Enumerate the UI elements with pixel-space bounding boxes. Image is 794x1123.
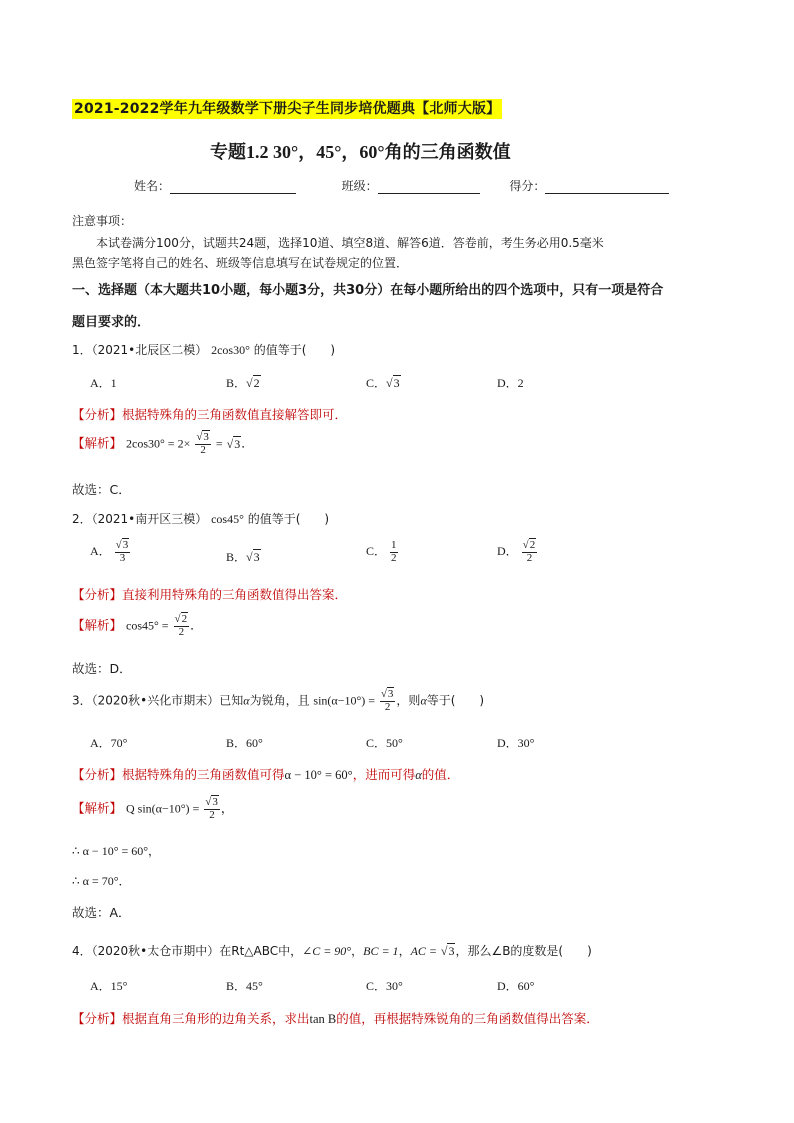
angle-c-expr: ∠C = 90° xyxy=(302,944,352,958)
student-info-fields xyxy=(134,177,669,194)
q4-analysis xyxy=(72,1009,599,1027)
q3-answer: 故选：A． xyxy=(72,905,131,920)
radical-sign: √ xyxy=(196,431,203,443)
analysis-text: 直接利用特殊角的三角函数值得出答案． xyxy=(122,587,348,602)
class-label: 班级： xyxy=(341,179,378,193)
period: ． xyxy=(190,618,203,633)
solution-label: 【解析】 xyxy=(72,435,123,451)
score-label: 得分： xyxy=(509,179,546,193)
analysis-text-2: 的值，再根据特殊锐角的三角函数值得出答案． xyxy=(336,1011,599,1026)
q3-analysis xyxy=(72,765,459,783)
analysis-label: 【分析】 xyxy=(72,767,123,782)
question-2-expr: cos45° xyxy=(211,512,244,526)
analysis-expr: tan B xyxy=(309,1012,337,1026)
fraction-sqrt3-over-2 xyxy=(204,797,220,821)
question-1-stem xyxy=(72,341,335,358)
alpha-symbol: α xyxy=(420,693,427,708)
analysis-label: 【分析】 xyxy=(72,1011,123,1026)
analysis-text-3: 的值． xyxy=(421,767,460,782)
q4-option-b: B．45° xyxy=(226,979,263,993)
fraction-sqrt2-over-2 xyxy=(522,540,538,564)
q1-option-a: A．1 xyxy=(90,376,117,390)
denominator: 2 xyxy=(209,808,215,821)
section-heading-line-1: 一、选择题（本大题共10小题，每小题3分，共30分）在每小题所给出的四个选项中，只有一项是符合 xyxy=(72,283,664,298)
question-3-expr: sin(α−10°) = xyxy=(313,693,376,708)
score-blank xyxy=(545,179,669,194)
fraction-sqrt3-over-2 xyxy=(380,689,396,713)
denominator: 2 xyxy=(178,625,185,638)
bc-expr: BC = 1 xyxy=(363,944,399,958)
denominator: 2 xyxy=(391,551,397,564)
notice-line-1: 本试卷满分100分，试题共24题，选择10道、填空8道、解答6道．答卷前，考生务必用0.5毫米 xyxy=(96,236,604,250)
q1-option-b-letter: B． xyxy=(226,376,247,390)
radicand: 3 xyxy=(234,436,241,451)
radical-sign: √ xyxy=(246,550,253,564)
q3-step-1: ∴ α − 10° = 60°， xyxy=(72,844,161,858)
radicand: 3 xyxy=(448,944,455,958)
q2-solution xyxy=(72,614,203,638)
fraction-sqrt3-over-3 xyxy=(115,540,131,564)
numerator: 1 xyxy=(391,539,397,551)
q3-option-a: A．70° xyxy=(90,736,128,750)
radical-sign: √ xyxy=(380,688,387,700)
class-blank xyxy=(378,179,480,194)
q2-option-c-letter: C． xyxy=(366,543,387,558)
question-4-suffix: ，那么∠B的度数是( ) xyxy=(455,944,592,958)
q2-option-a xyxy=(90,540,131,564)
question-3-stem xyxy=(72,689,484,713)
alpha-symbol: α xyxy=(415,768,422,782)
q1-option-b xyxy=(226,374,261,391)
comma: ， xyxy=(351,944,364,958)
q2-option-d xyxy=(497,540,538,564)
question-3-mid: 为锐角，且 xyxy=(249,693,310,708)
radical-sign: √ xyxy=(174,613,181,625)
question-3-end: 等于( ) xyxy=(426,693,485,708)
radicand: 3 xyxy=(253,550,260,564)
section-heading-line-2: 题目要求的． xyxy=(72,315,151,330)
question-3-suffix: ，则 xyxy=(396,693,421,708)
q1-option-c xyxy=(366,374,401,391)
analysis-text-2: ，进而可得 xyxy=(352,767,416,782)
period: ． xyxy=(241,436,254,451)
comma: ， xyxy=(398,944,411,958)
question-1-expr: 2cos30° xyxy=(211,343,250,357)
name-label: 姓名： xyxy=(134,179,171,193)
q2-option-c xyxy=(366,540,399,564)
q1-option-d: D．2 xyxy=(497,376,524,390)
q4-option-d: D．60° xyxy=(497,979,535,993)
radicand: 3 xyxy=(203,431,209,443)
question-1-suffix: 的值等于( ) xyxy=(253,343,336,357)
fraction-1-over-2 xyxy=(390,540,398,564)
solution-expr: 2cos30° = 2× xyxy=(126,436,191,451)
notice-line-2: 黑色签字笔将自己的姓名、班级等信息填写在试卷规定的位置． xyxy=(72,256,409,270)
radicand: 3 xyxy=(122,539,129,551)
q3-option-d: D．30° xyxy=(497,736,535,750)
q2-option-b xyxy=(226,548,261,565)
radicand: 3 xyxy=(387,688,394,700)
solution-label: 【解析】 xyxy=(72,617,123,633)
analysis-text: 根据直角三角形的边角关系，求出 xyxy=(122,1011,310,1026)
q2-answer: 故选：D． xyxy=(72,661,132,676)
name-blank xyxy=(170,179,296,194)
analysis-label: 【分析】 xyxy=(72,407,123,422)
equals-sign: = xyxy=(215,436,223,451)
notice-label: 注意事项： xyxy=(72,214,133,228)
q1-solution xyxy=(72,432,254,456)
radical-sign: √ xyxy=(115,539,122,551)
analysis-label: 【分析】 xyxy=(72,587,123,602)
q3-step-2: ∴ α = 70°． xyxy=(72,874,131,888)
denominator: 2 xyxy=(526,551,533,564)
radicand: 2 xyxy=(529,539,536,551)
q1-option-c-letter: C． xyxy=(366,376,387,390)
radicand: 2 xyxy=(253,376,260,390)
q2-option-b-letter: B． xyxy=(226,550,247,564)
solution-expr: cos45° = xyxy=(126,618,169,633)
q3-option-c: C．50° xyxy=(366,736,403,750)
radicand: 3 xyxy=(212,796,218,808)
question-4-stem xyxy=(72,942,592,959)
solution-label: 【解析】 xyxy=(72,800,123,816)
radical-sign: √ xyxy=(205,796,212,808)
denominator: 2 xyxy=(200,443,206,456)
q3-option-b: B．60° xyxy=(226,736,263,750)
analysis-text: 根据特殊角的三角函数值直接解答即可． xyxy=(122,407,348,422)
question-2-stem xyxy=(72,510,329,527)
page-title: 专题1.2 30°，45°，60°角的三角函数值 xyxy=(210,142,511,162)
ac-expr: AC = xyxy=(410,944,438,958)
q3-solution xyxy=(72,797,233,821)
radical-sign: √ xyxy=(522,539,529,551)
q1-analysis xyxy=(72,405,347,423)
radical-sign: √ xyxy=(246,376,253,390)
radical-sign: √ xyxy=(440,944,448,958)
question-4-source: 4．（2020秋•太仓市期中）在Rt△ABC中， xyxy=(72,944,303,958)
question-3-source: 3．（2020秋•兴化市期末）已知 xyxy=(72,693,244,708)
alpha-symbol: α xyxy=(243,693,250,708)
question-2-suffix: 的值等于( ) xyxy=(247,512,330,526)
fraction-sqrt2-over-2 xyxy=(174,614,190,638)
document-header: 2021-2022学年九年级数学下册尖子生同步培优题典【北师大版】 xyxy=(74,101,501,117)
analysis-expr: α − 10° = 60° xyxy=(284,768,353,782)
q4-option-c: C．30° xyxy=(366,979,403,993)
fraction-sqrt3-over-2 xyxy=(195,432,211,456)
q2-option-a-letter: A． xyxy=(90,543,111,558)
analysis-text: 根据特殊角的三角函数值可得 xyxy=(122,767,285,782)
q4-option-a: A．15° xyxy=(90,979,128,993)
q2-option-d-letter: D． xyxy=(497,543,518,558)
q2-analysis xyxy=(72,585,347,603)
denominator: 2 xyxy=(384,700,391,713)
denominator: 3 xyxy=(119,551,126,564)
radical-sign: √ xyxy=(386,376,393,390)
solution-expr: Q sin(α−10°) = xyxy=(126,801,200,816)
q1-answer: 故选：C． xyxy=(72,482,131,497)
radicand: 2 xyxy=(181,613,188,625)
question-1-source: 1．（2021•北辰区二模） xyxy=(72,343,208,357)
radical-sign: √ xyxy=(226,436,234,451)
comma: ， xyxy=(220,800,234,816)
radicand: 3 xyxy=(393,376,400,390)
question-2-source: 2．（2021•南开区三模） xyxy=(72,512,208,526)
